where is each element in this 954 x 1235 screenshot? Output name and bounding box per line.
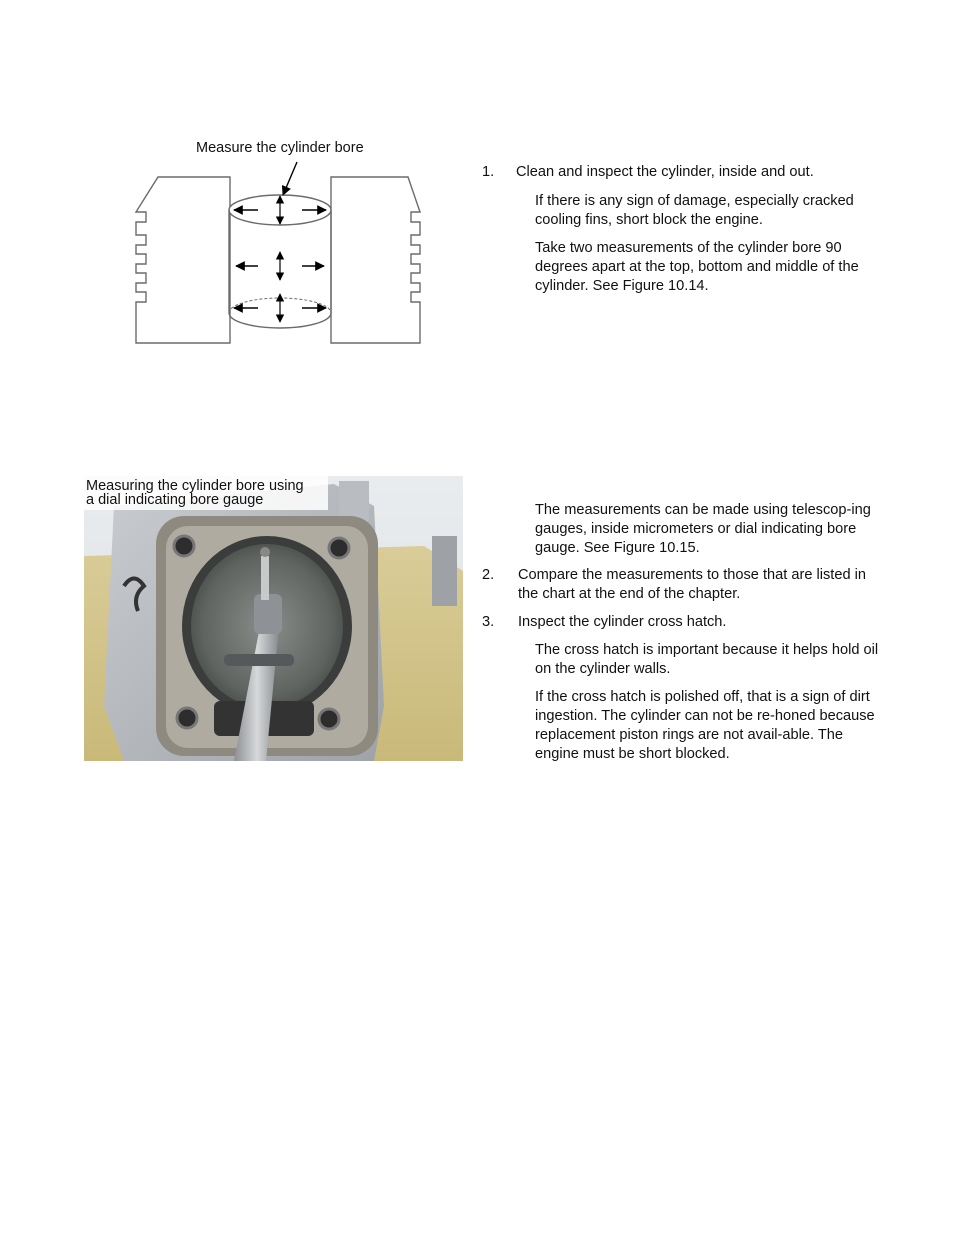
paragraph-polished: If the cross hatch is polished off, that is a sign of dirt ingestion. The cylinder can not be re-honed because replacement piston rings are not avail-able. The engine must be short blocked. [535, 689, 875, 762]
step-1-text: Clean and inspect the cylinder, inside and out. [516, 164, 814, 180]
paragraph-measurements: Take two measurements of the cylinder bore 90 degrees apart at the top, bottom and middle of the cylinder. See Figure 10.14. [535, 240, 859, 294]
step-3-text: Inspect the cylinder cross hatch. [518, 614, 727, 630]
figure-label: Measure the cylinder bore [196, 140, 364, 156]
step-2-text: Compare the measurements to those that are listed in the chart at the end of the chapter. [518, 567, 866, 602]
bore-gauge-illustration [84, 476, 463, 761]
cylinder-diagram [130, 160, 430, 350]
paragraph-damage: If there is any sign of damage, especially cracked cooling fins, short block the engine. [535, 193, 854, 228]
pointer-arrow [283, 162, 297, 195]
measure-arrows-middle [236, 252, 324, 280]
cylinder-right-wall [331, 177, 420, 343]
measure-arrows-bottom [234, 294, 326, 322]
step-1-number: 1. [482, 164, 495, 180]
cylinder-left-wall [136, 177, 230, 343]
step-2-number: 2. [482, 567, 495, 583]
photo-caption-line-2: a dial indicating bore gauge [86, 492, 264, 508]
step-3-number: 3. [482, 614, 495, 630]
photo-caption-line-1: Measuring the cylinder bore using [86, 478, 304, 494]
paragraph-measure-tools: The measurements can be made using telescop-ing gauges, inside micrometers or dial indicating bore gauge. See Figure 10.15. [535, 502, 871, 556]
bore-gauge-photo [84, 476, 463, 761]
paragraph-cross-hatch: The cross hatch is important because it helps hold oil on the cylinder walls. [535, 642, 879, 677]
